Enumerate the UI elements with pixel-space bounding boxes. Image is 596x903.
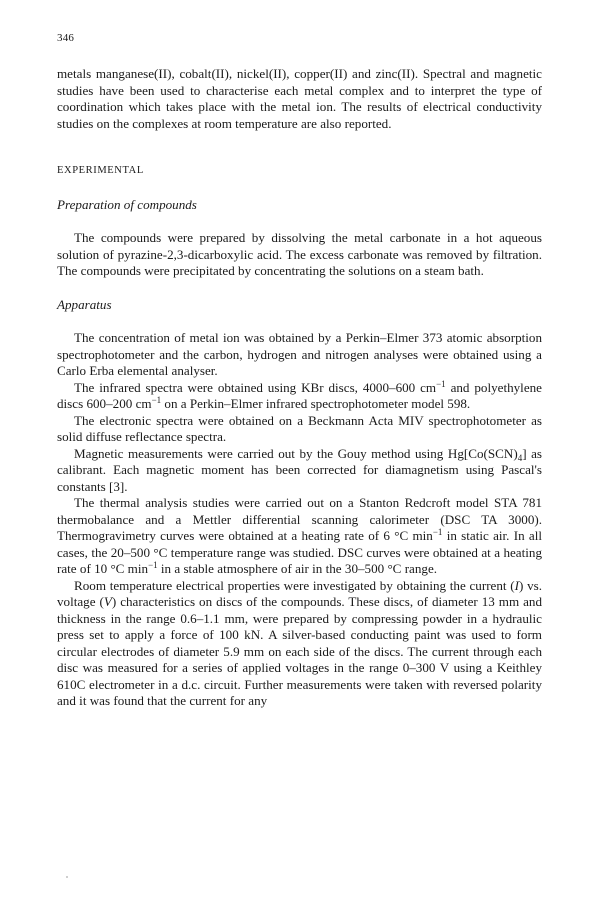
thermal-analysis-paragraph: The thermal analysis studies were carried out on a Stanton Redcroft model STA 781 thermobalance and a Mettler differential scanning calorimeter (DSC TA 3000). Thermogravimetry curves were obtained at a heating rate of 6 °C $\min^{-1}$ in static air. In all cases, the 20–500 °C temperature range was studied. DSC curves were obtained at a heating rate of 10 °C $\min^{-1}$ in a stable atmosphere of air in the 30–500 °C range. bbox=[57, 495, 542, 576]
preparation-paragraph: The compounds were prepared by dissolving the metal carbonate in a hot aqueous solution of pyrazine-2,3-dicarboxylic acid. The excess carbonate was removed by filtration. The compounds were precipitated by concentrating the solutions on a steam bath. bbox=[57, 230, 542, 278]
magnetic-paragraph: Magnetic measurements were carried out by the Gouy method using $Hg[Co(SCN)_4]$ as calibrant. Each magnetic moment has been corrected for diamagnetism using Pascal's constants [3]. bbox=[57, 445, 543, 494]
intro-paragraph: metals manganese(II), cobalt(II), nickel(II), copper(II) and zinc(II). Spectral and magnetic studies have been used to characterise each metal complex and to interpret the type of coordination which takes place with the metal ion. The results of electrical conductivity studies on the complexes at room temperature are also reported. bbox=[57, 66, 542, 131]
electrical-properties-paragraph: Room temperature electrical properties were investigated by obtaining the current (I) vs. voltage (V) characteristics on discs of the compounds. These discs, of diameter 13 mm and thickness in the range 0.6–1.1 mm, were prepared by compressing powder in a hydraulic press set to apply a force of 100 kN. A silver-based conducting paint was used to form circular electrodes of diameter 5.9 mm on each side of the discs. The current through each disc was measured for a series of applied voltages in the range 0–300 V using a Keithley 610C electrometer in a d.c. circuit. Further measurements were taken with reversed polarity and it was found that the current for any bbox=[57, 577, 542, 708]
section-heading-experimental: EXPERIMENTAL bbox=[57, 165, 144, 176]
subheading-preparation: Preparation of compounds bbox=[57, 196, 197, 212]
article-body bbox=[57, 66, 542, 710]
scan-speck bbox=[66, 876, 68, 878]
concentration-paragraph: The concentration of metal ion was obtained by a Perkin–Elmer 373 atomic absorption spectrophotometer and the carbon, hydrogen and nitrogen analyses were obtained using a Carlo Erba elemental analyser. bbox=[57, 330, 542, 378]
subheading-apparatus: Apparatus bbox=[57, 296, 112, 312]
infrared-paragraph: The infrared spectra were obtained using KBr discs, 4000–600 $cm^{-1}$ and polyethylene discs 600–200 $cm^{-1}$ on a Perkin–Elmer infrared spectrophotometer model 598. bbox=[57, 378, 542, 411]
page-number: 346 bbox=[57, 32, 75, 44]
electronic-spectra-paragraph: The electronic spectra were obtained on a Beckmann Acta MIV spectrophotometer as solid diffuse reflectance spectra. bbox=[57, 412, 542, 444]
